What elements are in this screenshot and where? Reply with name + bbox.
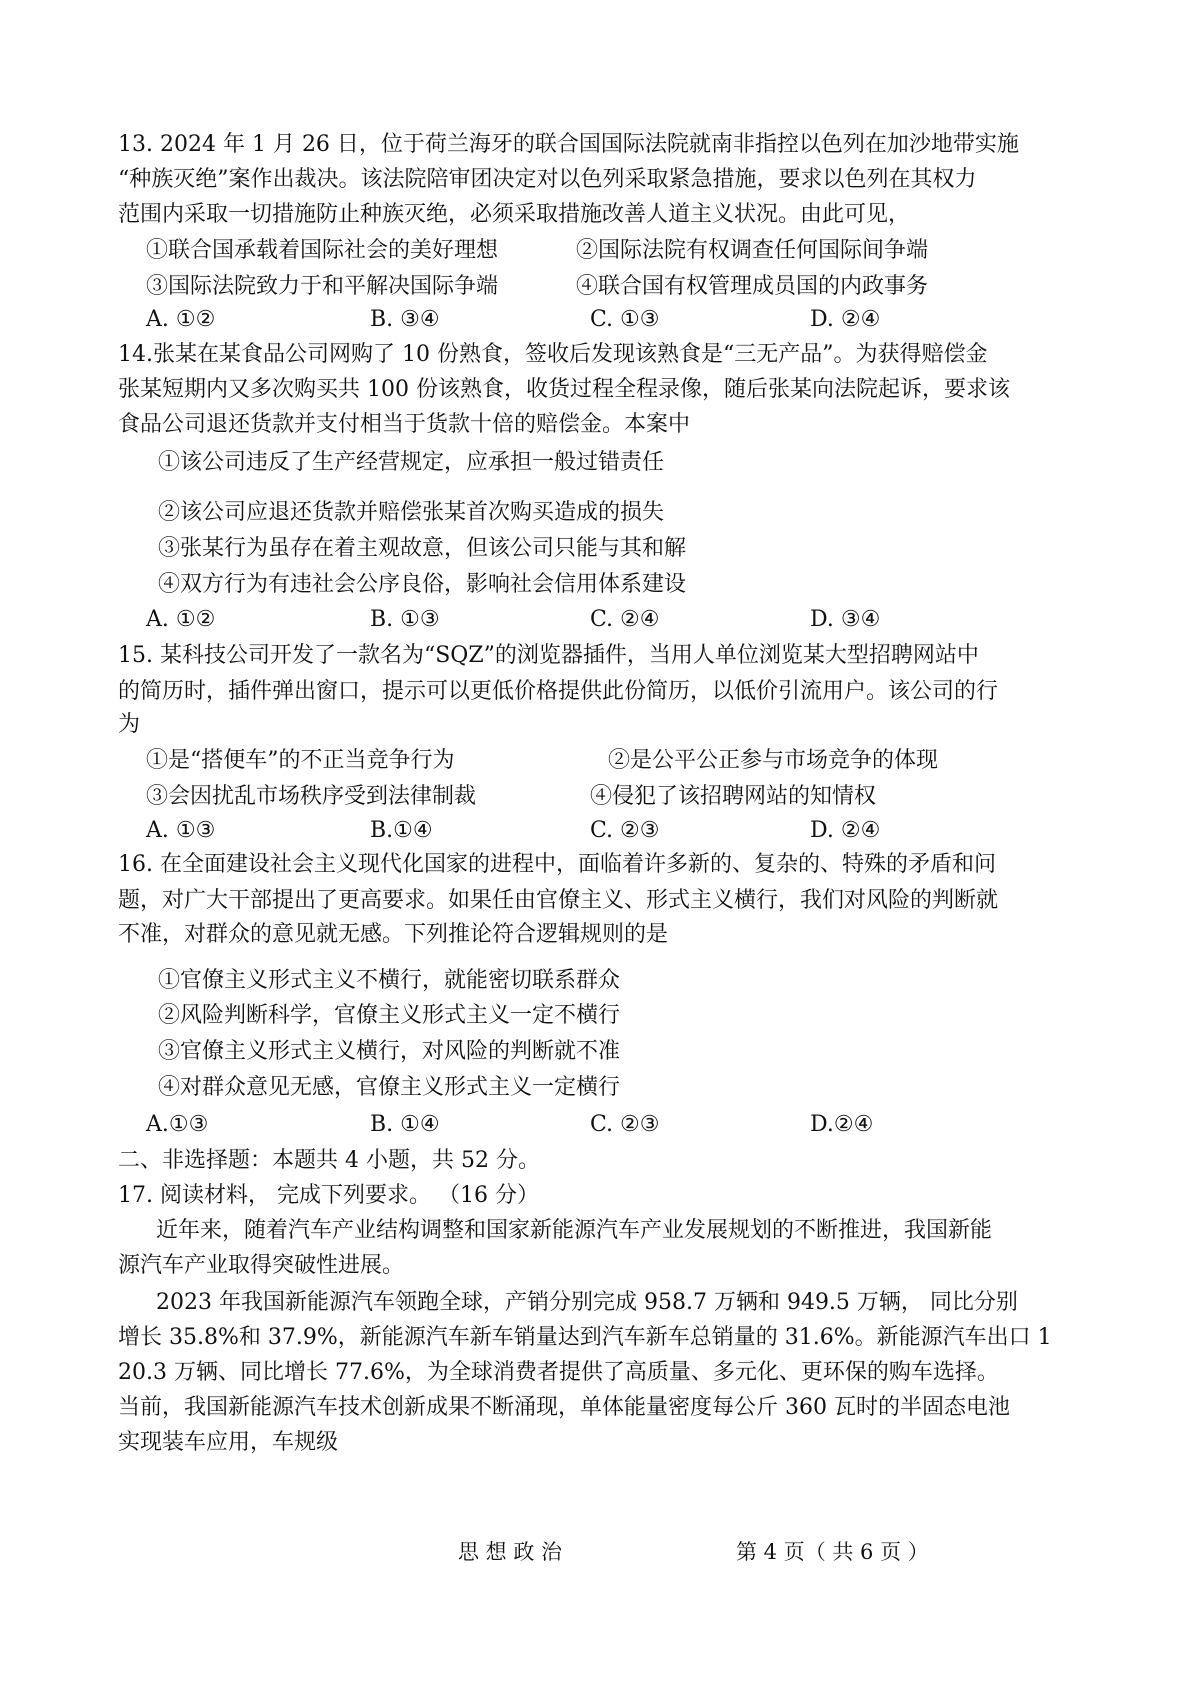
q17-para-2-line-4: 当前，我国新能源汽车技术创新成果不断涌现，单体能量密度每公斤 360 瓦时的半固态电池 [118,1395,1010,1420]
q13-line-2: “种族灭绝”案作出裁决。该法院陪审团决定对以色列采取紧急措施，要求以色列在其权力 [118,167,977,192]
q17-header: 17. 阅读材料， 完成下列要求。 （16 分） [118,1183,539,1208]
footer-page-number: 第 4 页（ 共 6 页 ） [736,1540,929,1564]
q15-line-3: 为 [118,712,141,737]
q13-item-3: ③国际法院致力于和平解决国际争端 [146,274,499,299]
q15-choice-d: D. ②④ [810,818,881,843]
q13-item-2: ②国际法院有权调查任何国际间争端 [576,238,929,263]
q15-line-1: 15. 某科技公司开发了一款名为“SQZ”的浏览器插件，当用人单位浏览某大型招聘网站中 [118,643,979,668]
q14-choice-d: D. ③④ [810,607,881,632]
q13-choice-b: B. ③④ [370,307,440,332]
q16-item-1: ①官僚主义形式主义不横行，就能密切联系群众 [158,968,621,993]
q17-para-2-line-1: 2023 年我国新能源汽车领跑全球，产销分别完成 958.7 万辆和 949.5 万辆， 同比分别 [156,1290,1018,1315]
q13-item-4: ④联合国有权管理成员国的内政事务 [576,274,929,299]
q13-item-1: ①联合国承载着国际社会的美好理想 [146,238,499,263]
q17-para-2-line-5: 实现装车应用，车规级 [118,1430,339,1455]
q15-item-1: ①是“搭便车”的不正当竞争行为 [146,748,455,773]
q14-item-2: ②该公司应退还货款并赔偿张某首次购买造成的损失 [158,500,665,525]
q13-choice-d: D. ②④ [810,307,881,332]
q16-choice-a: A.①③ [146,1112,209,1137]
q14-line-2: 张某短期内又多次购买共 100 份该熟食，收货过程全程录像，随后张某向法院起诉，要求该 [118,377,1010,402]
q14-line-1: 14.张某在某食品公司网购了 10 份熟食，签收后发现该熟食是“三无产品”。为获得赔偿金 [118,342,988,367]
q16-item-2: ②风险判断科学，官僚主义形式主义一定不横行 [158,1003,621,1028]
q16-line-1: 16. 在全面建设社会主义现代化国家的进程中，面临着许多新的、复杂的、特殊的矛盾和问 [118,852,996,877]
q16-choice-c: C. ②③ [590,1112,660,1137]
q15-choice-a: A. ①③ [146,818,216,843]
q15-item-3: ③会因扰乱市场秩序受到法律制裁 [146,784,477,809]
q13-choice-a: A. ①② [146,307,216,332]
footer-subject: 思 想 政 治 [458,1540,563,1564]
q15-line-2: 的简历时，插件弹出窗口，提示可以更低价格提供此份简历，以低价引流用户。该公司的行 [118,679,999,704]
q16-choice-b: B. ①④ [370,1112,440,1137]
q14-choice-c: C. ②④ [590,607,660,632]
q17-para-1-line-1: 近年来，随着汽车产业结构调整和国家新能源汽车产业发展规划的不断推进，我国新能 [156,1218,993,1243]
q13-line-3: 范围内采取一切措施防止种族灭绝，必须采取措施改善人道主义状况。由此可见， [118,202,911,227]
section-2-heading: 二、非选择题：本题共 4 小题，共 52 分。 [118,1148,540,1173]
q17-para-2-line-2: 增长 35.8%和 37.9%，新能源汽车新车销量达到汽车新车总销量的 31.6%。新能源汽车出口 1 [118,1325,1052,1350]
q14-item-4: ④双方行为有违社会公序良俗，影响社会信用体系建设 [158,572,687,597]
q16-line-3: 不准，对群众的意见就无感。下列推论符合逻辑规则的是 [118,922,669,947]
q14-choice-a: A. ①② [146,607,216,632]
q15-item-2: ②是公平公正参与市场竞争的体现 [608,748,939,773]
q14-choice-b: B. ①③ [370,607,440,632]
q17-para-1-line-2: 源汽车产业取得突破性进展。 [118,1253,405,1278]
q13-choice-c: C. ①③ [590,307,660,332]
q15-choice-c: C. ②③ [590,818,660,843]
q13-line-1: 13. 2024 年 1 月 26 日，位于荷兰海牙的联合国国际法院就南非指控以色列在加沙地带实施 [118,132,1019,157]
q14-line-3: 食品公司退还货款并支付相当于货款十倍的赔偿金。本案中 [118,412,691,437]
q16-line-2: 题，对广大干部提出了更高要求。如果任由官僚主义、形式主义横行，我们对风险的判断就 [118,888,999,913]
q16-item-4: ④对群众意见无感，官僚主义形式主义一定横行 [158,1075,621,1100]
q15-item-4: ④侵犯了该招聘网站的知情权 [590,784,877,809]
q16-choice-d: D.②④ [810,1112,874,1137]
q14-item-3: ③张某行为虽存在着主观故意，但该公司只能与其和解 [158,536,687,561]
q16-item-3: ③官僚主义形式主义横行，对风险的判断就不准 [158,1039,621,1064]
q14-item-1: ①该公司违反了生产经营规定，应承担一般过错责任 [158,450,665,475]
q17-para-2-line-3: 20.3 万辆、同比增长 77.6%，为全球消费者提供了高质量、多元化、更环保的购车选择。 [118,1360,999,1385]
q15-choice-b: B.①④ [370,818,433,843]
